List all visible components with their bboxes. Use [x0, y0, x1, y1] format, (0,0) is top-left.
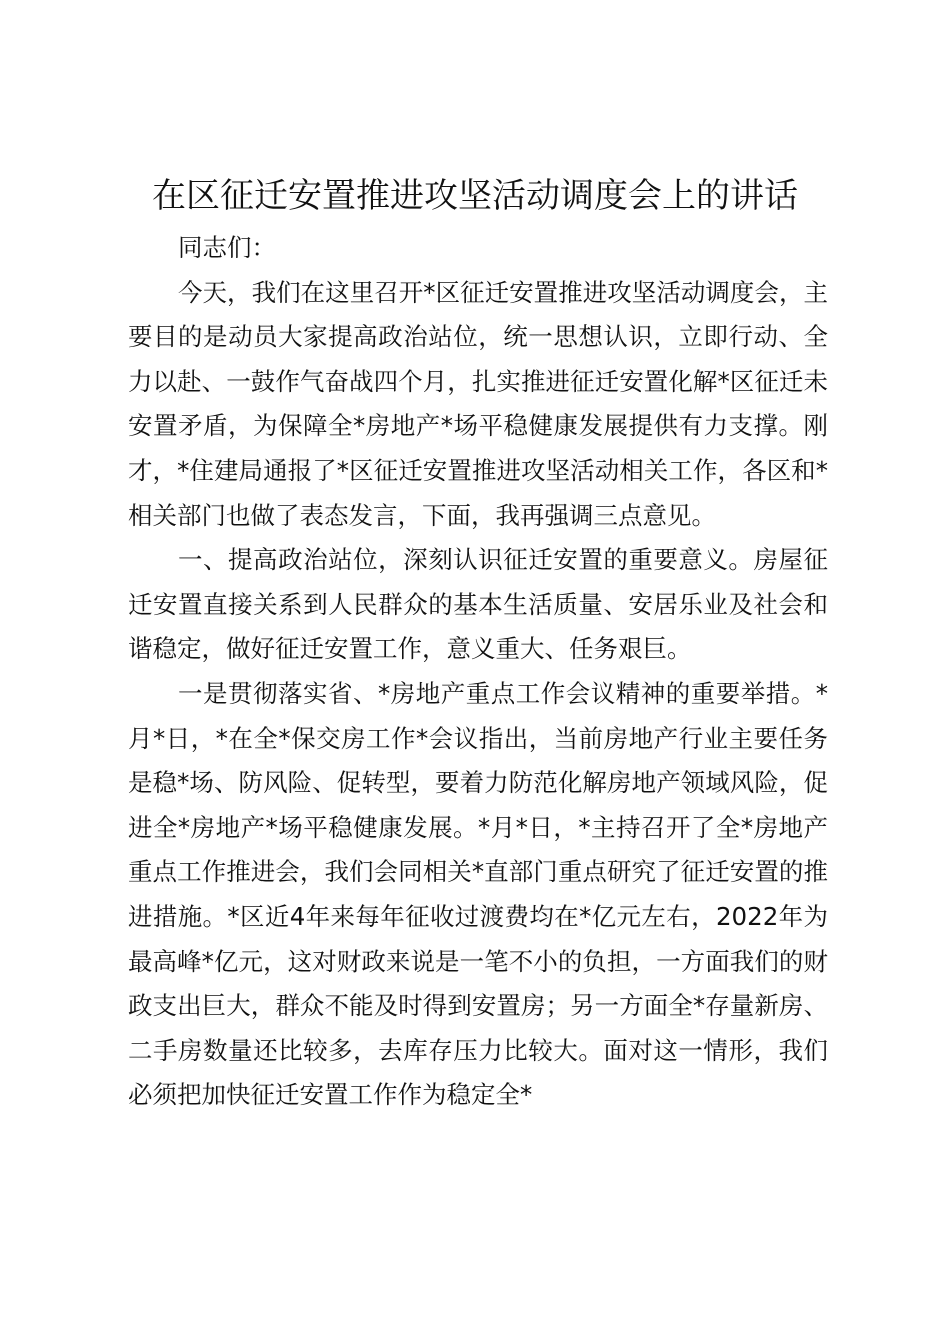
paragraph-intro: 今天，我们在这里召开*区征迁安置推进攻坚活动调度会，主要目的是动员大家提高政治站位，统一思想认识，立即行动、全力以赴、一鼓作气奋战四个月，扎实推进征迁安置化解*区征迁未安置矛盾，为保障全*房地产*场平稳健康发展提供有力支撑。刚才，*住建局通报了*区征迁安置推进攻坚活动相关工作，各区和*相关部门也做了表态发言，下面，我再强调三点意见。	[128, 277, 828, 530]
salutation: 同志们：	[178, 233, 276, 262]
document-body	[128, 226, 828, 1118]
paragraph-section-one: 一、提高政治站位，深刻认识征迁安置的重要意义。房屋征迁安置直接关系到人民群众的基本生活质量、安居乐业及社会和谐稳定，做好征迁安置工作，意义重大、任务艰巨。	[128, 545, 828, 664]
document-title: 在区征迁安置推进攻坚活动调度会上的讲话	[152, 176, 798, 216]
paragraph-point-one: 一是贯彻落实省、*房地产重点工作会议精神的重要举措。*月*日，*在全*保交房工作*会议指出，当前房地产行业主要任务是稳*场、防风险、促转型，要着力防范化解房地产领域风险，促进全*房地产*场平稳健康发展。*月*日，*主持召开了全*房地产重点工作推进会，我们会同相关*直部门重点研究了征迁安置的推进措施。*区近4年来每年征收过渡费均在*亿元左右，2022年为最高峰*亿元，这对财政来说是一笔不小的负担，一方面我们的财政支出巨大，群众不能及时得到安置房；另一方面全*存量新房、二手房数量还比较多，去库存压力比较大。面对这一情形，我们必须把加快征迁安置工作作为稳定全*	[128, 678, 828, 1110]
